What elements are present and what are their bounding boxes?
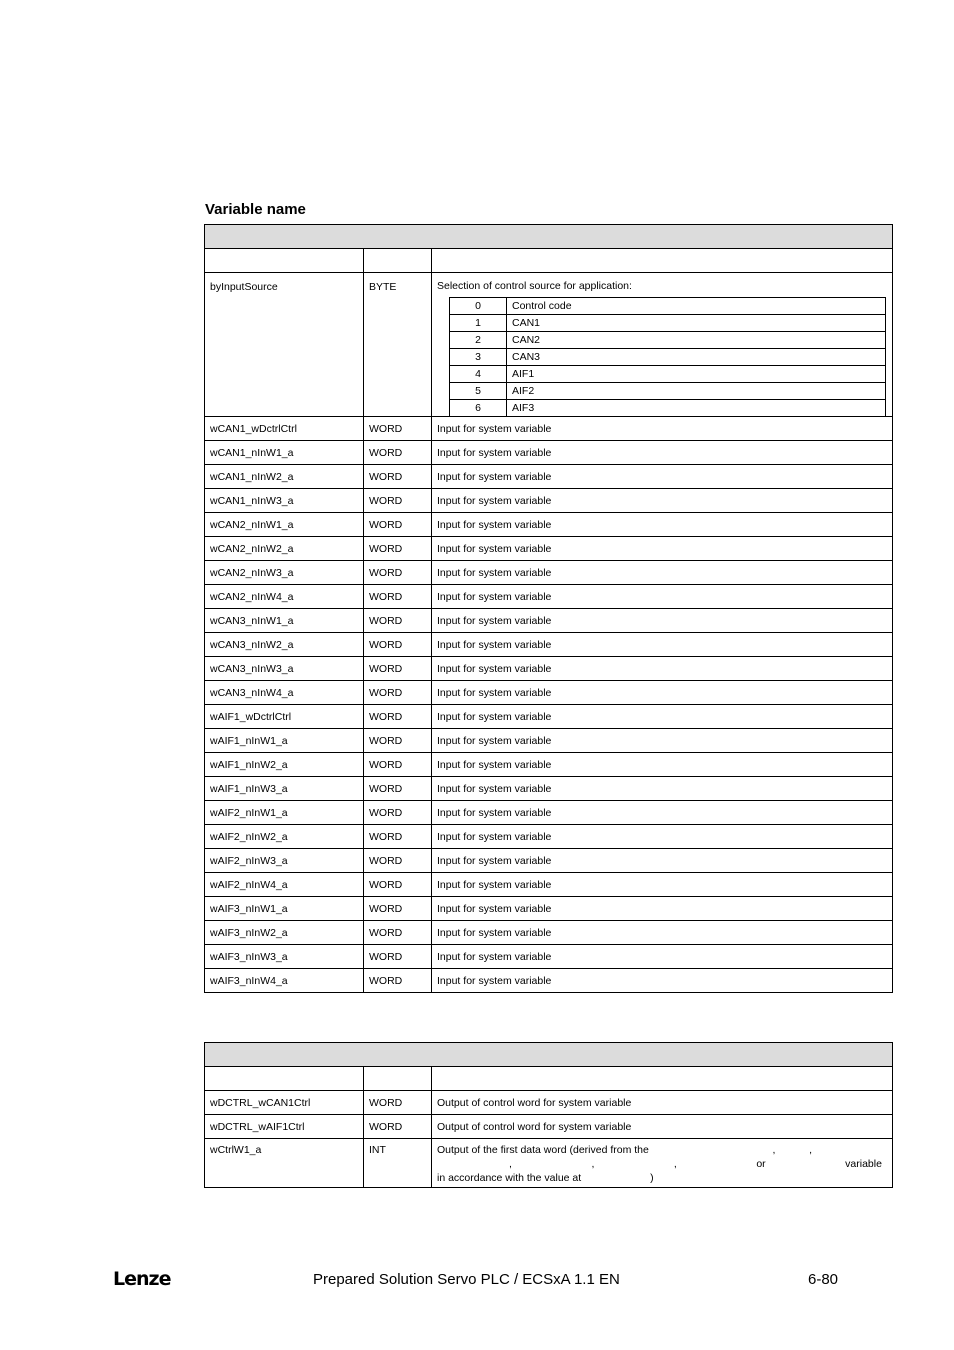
description: Input for system variable bbox=[432, 657, 893, 681]
data-type: WORD bbox=[364, 1091, 432, 1115]
description: Input for system variable bbox=[432, 825, 893, 849]
outputs-table-title bbox=[205, 1043, 893, 1067]
table-row bbox=[205, 825, 893, 849]
table-row bbox=[205, 681, 893, 705]
variable-name: wCAN2_nInW4_a bbox=[205, 585, 364, 609]
description-mark: , bbox=[673, 1158, 677, 1170]
option-row bbox=[450, 349, 886, 366]
description: Input for system variable bbox=[432, 729, 893, 753]
description: Input for system variable bbox=[432, 417, 893, 441]
description: Input for system variable bbox=[432, 969, 893, 993]
option-value: 5 bbox=[450, 383, 507, 400]
variable-name: wAIF2_nInW1_a bbox=[205, 801, 364, 825]
table-row bbox=[205, 1139, 893, 1188]
option-value: 1 bbox=[450, 315, 507, 332]
data-type: WORD bbox=[364, 609, 432, 633]
table-row bbox=[205, 1091, 893, 1115]
outputs-col-name-header bbox=[205, 1067, 364, 1091]
variable-name: wCAN2_nInW2_a bbox=[205, 537, 364, 561]
data-type: WORD bbox=[364, 657, 432, 681]
description: Input for system variable bbox=[432, 561, 893, 585]
variable-name: wCAN1_nInW3_a bbox=[205, 489, 364, 513]
variable-name: wCtrlW1_a bbox=[205, 1139, 364, 1188]
variable-name: wAIF2_nInW3_a bbox=[205, 849, 364, 873]
description-line-2 bbox=[437, 1157, 892, 1171]
variable-name: wAIF3_nInW3_a bbox=[205, 945, 364, 969]
variable-name: wCAN3_nInW3_a bbox=[205, 657, 364, 681]
option-value: 0 bbox=[450, 298, 507, 315]
description: Input for system variable bbox=[432, 609, 893, 633]
variable-name: wAIF2_nInW4_a bbox=[205, 873, 364, 897]
variable-name: wAIF3_nInW1_a bbox=[205, 897, 364, 921]
table-row bbox=[205, 537, 893, 561]
option-label: CAN2 bbox=[507, 332, 886, 349]
option-row bbox=[450, 332, 886, 349]
table-row bbox=[205, 801, 893, 825]
description: Input for system variable bbox=[432, 897, 893, 921]
table-row bbox=[205, 489, 893, 513]
data-type: WORD bbox=[364, 681, 432, 705]
table-row bbox=[205, 657, 893, 681]
variable-name: wCAN3_nInW2_a bbox=[205, 633, 364, 657]
variable-name: wCAN1_nInW2_a bbox=[205, 465, 364, 489]
variable-name: wAIF1_nInW2_a bbox=[205, 753, 364, 777]
table-row bbox=[205, 561, 893, 585]
data-type: WORD bbox=[364, 705, 432, 729]
description-mark: ) bbox=[650, 1172, 654, 1184]
inputs-table bbox=[204, 224, 893, 993]
inputs-col-type-header bbox=[364, 249, 432, 273]
data-type: WORD bbox=[364, 513, 432, 537]
table-row bbox=[205, 441, 893, 465]
variable-name: wCAN2_nInW3_a bbox=[205, 561, 364, 585]
description: Input for system variable bbox=[432, 849, 893, 873]
description: Output of control word for system variable bbox=[432, 1091, 893, 1115]
description bbox=[432, 1139, 893, 1188]
data-type: WORD bbox=[364, 537, 432, 561]
variable-name: wCAN1_nInW1_a bbox=[205, 441, 364, 465]
description-mark: or bbox=[756, 1158, 766, 1170]
description-line-1 bbox=[437, 1143, 892, 1157]
variable-name: wCAN2_nInW1_a bbox=[205, 513, 364, 537]
table-row bbox=[205, 585, 893, 609]
description-mark: variable bbox=[845, 1158, 882, 1170]
description-text: in accordance with the value at bbox=[437, 1172, 582, 1184]
variable-name: byInputSource bbox=[205, 273, 364, 417]
table-row bbox=[205, 705, 893, 729]
data-type: INT bbox=[364, 1139, 432, 1188]
data-type: WORD bbox=[364, 729, 432, 753]
variable-name: wAIF1_nInW1_a bbox=[205, 729, 364, 753]
data-type: WORD bbox=[364, 561, 432, 585]
table-row bbox=[205, 897, 893, 921]
option-label: AIF2 bbox=[507, 383, 886, 400]
table-row bbox=[205, 849, 893, 873]
data-type: WORD bbox=[364, 489, 432, 513]
data-type: WORD bbox=[364, 585, 432, 609]
description: Output of control word for system variable bbox=[432, 1115, 893, 1139]
outputs-col-desc-header bbox=[432, 1067, 893, 1091]
table-row bbox=[205, 921, 893, 945]
description: Input for system variable bbox=[432, 465, 893, 489]
outputs-col-type-header bbox=[364, 1067, 432, 1091]
description: Input for system variable bbox=[432, 489, 893, 513]
table-row bbox=[205, 609, 893, 633]
option-row bbox=[450, 298, 886, 315]
table-row bbox=[205, 513, 893, 537]
variable-name: wCAN1_wDctrlCtrl bbox=[205, 417, 364, 441]
data-type: WORD bbox=[364, 801, 432, 825]
description-mark: , bbox=[509, 1158, 512, 1170]
data-type: WORD bbox=[364, 825, 432, 849]
table-row bbox=[205, 417, 893, 441]
option-label: CAN3 bbox=[507, 349, 886, 366]
inputs-table-title bbox=[205, 225, 893, 249]
table-row bbox=[205, 969, 893, 993]
description: Input for system variable bbox=[432, 777, 893, 801]
variable-name: wCAN3_nInW4_a bbox=[205, 681, 364, 705]
description: Input for system variable bbox=[432, 921, 893, 945]
table-row bbox=[205, 1115, 893, 1139]
data-type: WORD bbox=[364, 1115, 432, 1139]
data-type: WORD bbox=[364, 465, 432, 489]
description: Input for system variable bbox=[432, 753, 893, 777]
variable-name: wAIF2_nInW2_a bbox=[205, 825, 364, 849]
variable-name: wDCTRL_wCAN1Ctrl bbox=[205, 1091, 364, 1115]
table-row bbox=[205, 777, 893, 801]
description: Selection of control source for application: bbox=[437, 280, 632, 292]
data-type: BYTE bbox=[364, 273, 432, 417]
option-row bbox=[450, 383, 886, 400]
table-row bbox=[205, 633, 893, 657]
data-type: WORD bbox=[364, 441, 432, 465]
option-row bbox=[450, 315, 886, 332]
table-row bbox=[205, 873, 893, 897]
data-type: WORD bbox=[364, 969, 432, 993]
variable-name: wAIF1_nInW3_a bbox=[205, 777, 364, 801]
footer-title: Prepared Solution Servo PLC / ECSxA 1.1 EN bbox=[313, 1271, 620, 1288]
option-row bbox=[450, 366, 886, 383]
data-type: WORD bbox=[364, 873, 432, 897]
variable-name: wAIF3_nInW4_a bbox=[205, 969, 364, 993]
data-type: WORD bbox=[364, 777, 432, 801]
description: Input for system variable bbox=[432, 681, 893, 705]
variable-name: wAIF3_nInW2_a bbox=[205, 921, 364, 945]
data-type: WORD bbox=[364, 417, 432, 441]
data-type: WORD bbox=[364, 753, 432, 777]
table-row bbox=[205, 753, 893, 777]
variable-name: wDCTRL_wAIF1Ctrl bbox=[205, 1115, 364, 1139]
outputs-table bbox=[204, 1042, 893, 1188]
table-row bbox=[205, 273, 893, 417]
description: Input for system variable bbox=[432, 801, 893, 825]
description-mark: , bbox=[809, 1144, 812, 1156]
description: Input for system variable bbox=[432, 633, 893, 657]
page-number: 6-80 bbox=[808, 1271, 839, 1288]
description-mark: , bbox=[591, 1158, 595, 1170]
description-text: Output of the first data word (derived from the bbox=[437, 1144, 649, 1156]
data-type: WORD bbox=[364, 849, 432, 873]
data-type: WORD bbox=[364, 897, 432, 921]
option-label: AIF1 bbox=[507, 366, 886, 383]
section-heading: Variable name bbox=[205, 201, 306, 218]
inputs-col-desc-header bbox=[432, 249, 893, 273]
table-row bbox=[205, 465, 893, 489]
variable-name: wCAN3_nInW1_a bbox=[205, 609, 364, 633]
description-mark: , bbox=[772, 1144, 776, 1156]
data-type: WORD bbox=[364, 921, 432, 945]
option-label: Control code bbox=[507, 298, 886, 315]
description: Input for system variable bbox=[432, 945, 893, 969]
input-source-options bbox=[449, 297, 886, 416]
option-value: 4 bbox=[450, 366, 507, 383]
description-cell bbox=[432, 273, 893, 417]
option-value: 2 bbox=[450, 332, 507, 349]
lenze-logo: Lenze bbox=[113, 1268, 171, 1290]
description: Input for system variable bbox=[432, 585, 893, 609]
description: Input for system variable bbox=[432, 441, 893, 465]
option-label: CAN1 bbox=[507, 315, 886, 332]
description: Input for system variable bbox=[432, 873, 893, 897]
data-type: WORD bbox=[364, 945, 432, 969]
option-label: AIF3 bbox=[507, 400, 886, 417]
description: Input for system variable bbox=[432, 537, 893, 561]
inputs-col-name-header bbox=[205, 249, 364, 273]
description: Input for system variable bbox=[432, 705, 893, 729]
variable-name: wAIF1_wDctrlCtrl bbox=[205, 705, 364, 729]
description-line-3 bbox=[437, 1171, 892, 1185]
data-type: WORD bbox=[364, 633, 432, 657]
option-row bbox=[450, 400, 886, 417]
option-value: 6 bbox=[450, 400, 507, 417]
table-row bbox=[205, 729, 893, 753]
option-value: 3 bbox=[450, 349, 507, 366]
table-row bbox=[205, 945, 893, 969]
description: Input for system variable bbox=[432, 513, 893, 537]
